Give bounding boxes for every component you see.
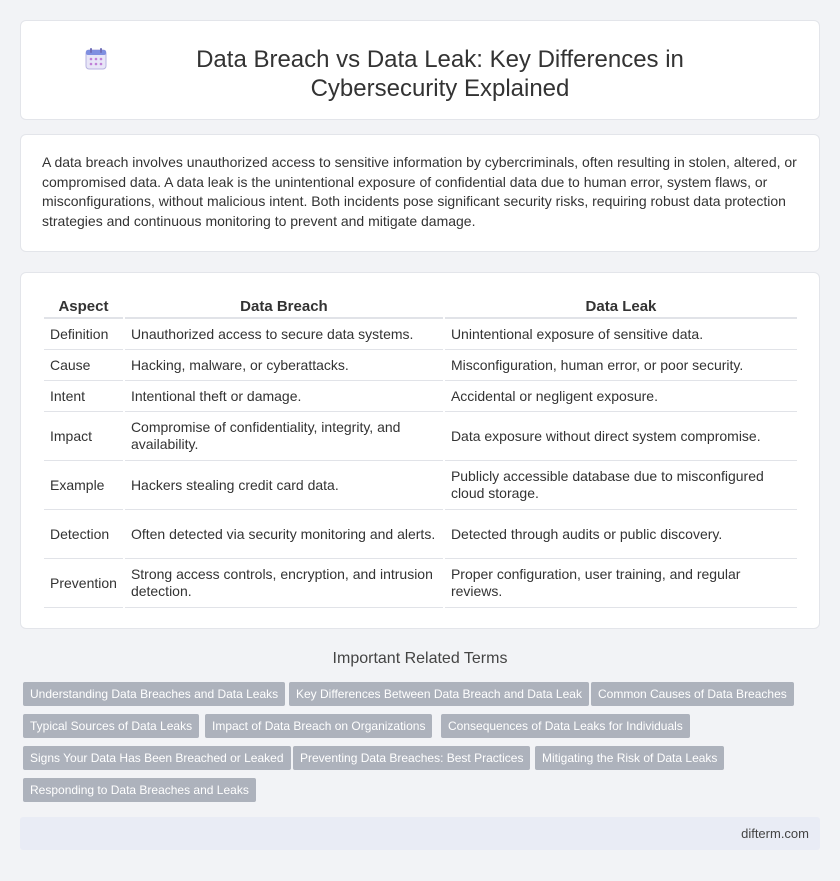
row-aspect: Definition: [44, 319, 123, 350]
related-terms-title: Important Related Terms: [332, 650, 508, 667]
related-term-link[interactable]: Signs Your Data Has Been Breached or Leaked: [23, 746, 291, 770]
table-header-row: [44, 293, 797, 319]
intro-paragraph: A data breach involves unauthorized access to sensitive information by cybercriminals, often resulting in stolen, altered, or compromised data. A data leak is the unintentional exposure of confidential data due to human error, system flaws, or misconfigurations, without malicious intent. Both incidents pose significant security risks, requiring robust data protection strategies and continuous monitoring to prevent and mitigate damage.: [42, 154, 797, 229]
row-aspect: Example: [44, 461, 123, 510]
header-aspect: Aspect: [44, 293, 123, 319]
row-data-breach: Hacking, malware, or cyberattacks.: [125, 350, 443, 381]
page-title: Data Breach vs Data Leak: Key Differences in Cybersecurity Explained: [196, 46, 684, 102]
row-data-leak: Detected through audits or public discovery.: [445, 510, 797, 559]
table-row: [44, 319, 797, 350]
related-term-link[interactable]: Consequences of Data Leaks for Individuals: [441, 714, 690, 738]
footer-site-link[interactable]: difterm.com: [741, 826, 809, 841]
header-data-leak: Data Leak: [445, 293, 797, 319]
row-data-leak: Publicly accessible database due to misconfigured cloud storage.: [445, 461, 797, 510]
row-aspect: Impact: [44, 412, 123, 461]
row-data-breach: Strong access controls, encryption, and intrusion detection.: [125, 559, 443, 608]
intro-card: [20, 134, 820, 252]
row-aspect: Cause: [44, 350, 123, 381]
title-card: [20, 20, 820, 120]
header-data-breach: Data Breach: [125, 293, 443, 319]
row-data-breach: Hackers stealing credit card data.: [125, 461, 443, 510]
row-aspect: Prevention: [44, 559, 123, 608]
row-data-leak: Misconfiguration, human error, or poor security.: [445, 350, 797, 381]
row-aspect: Intent: [44, 381, 123, 412]
row-aspect: Detection: [44, 510, 123, 559]
table-row: [44, 350, 797, 381]
row-data-leak: Proper configuration, user training, and regular reviews.: [445, 559, 797, 608]
related-term-link[interactable]: Impact of Data Breach on Organizations: [205, 714, 432, 738]
row-data-leak: Accidental or negligent exposure.: [445, 381, 797, 412]
comparison-table-card: [20, 272, 820, 629]
table-row: [44, 381, 797, 412]
footer: [20, 817, 820, 850]
comparison-table: [42, 293, 799, 608]
calendar-icon: [83, 46, 109, 72]
related-term-link[interactable]: Typical Sources of Data Leaks: [23, 714, 199, 738]
related-term-link[interactable]: Mitigating the Risk of Data Leaks: [535, 746, 724, 770]
related-term-link[interactable]: Key Differences Between Data Breach and Data Leak: [289, 682, 589, 706]
related-term-link[interactable]: Preventing Data Breaches: Best Practices: [293, 746, 530, 770]
row-data-breach: Compromise of confidentiality, integrity, and availability.: [125, 412, 443, 461]
related-term-link[interactable]: Responding to Data Breaches and Leaks: [23, 778, 256, 802]
row-data-breach: Often detected via security monitoring and alerts.: [125, 510, 443, 559]
table-row: [44, 559, 797, 608]
row-data-breach: Intentional theft or damage.: [125, 381, 443, 412]
related-term-link[interactable]: Common Causes of Data Breaches: [591, 682, 794, 706]
row-data-breach: Unauthorized access to secure data systems.: [125, 319, 443, 350]
table-row: [44, 412, 797, 461]
related-term-link[interactable]: Understanding Data Breaches and Data Leaks: [23, 682, 285, 706]
table-row: [44, 461, 797, 510]
page-title-row: [21, 45, 819, 103]
row-data-leak: Data exposure without direct system compromise.: [445, 412, 797, 461]
row-data-leak: Unintentional exposure of sensitive data.: [445, 319, 797, 350]
table-row: [44, 510, 797, 559]
